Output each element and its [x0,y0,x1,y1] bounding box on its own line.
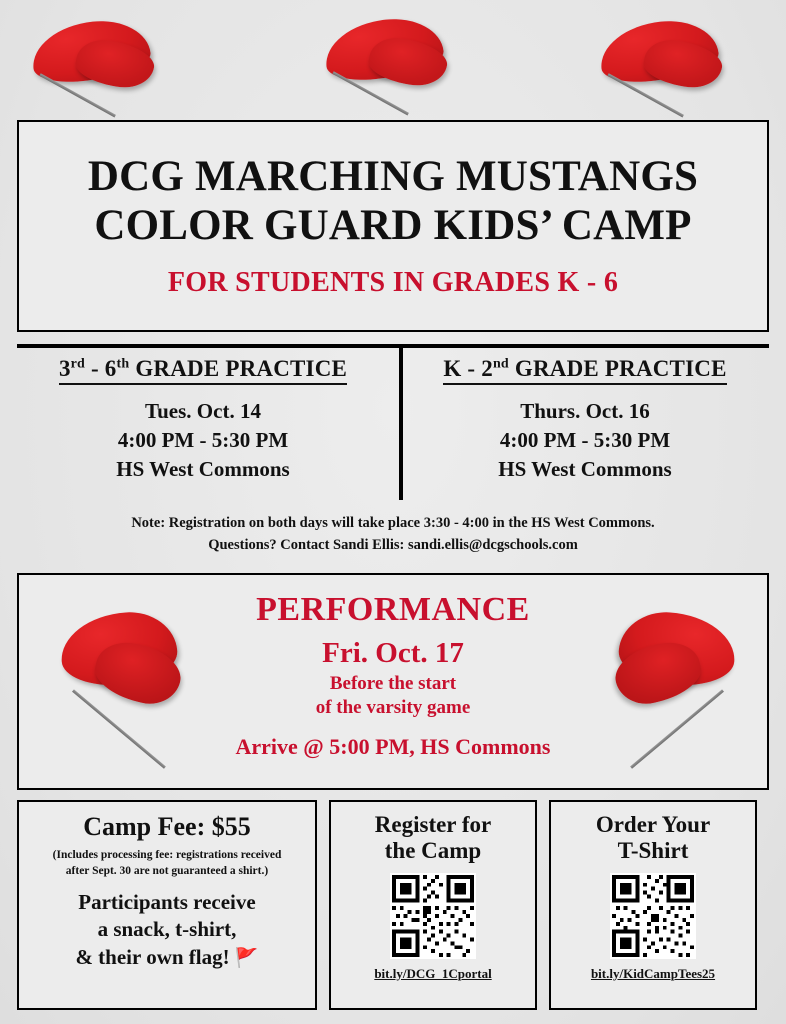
camp-fee-fine-print: (Includes processing fee: registrations received after Sept. 30 are not guaranteed a shirt.) [52,849,282,877]
flag-cloth [29,16,152,86]
register-panel [329,800,537,1010]
tshirt-heading [596,812,710,865]
camp-fee-inclusions-line-3: & their own flag! 🚩 [75,944,259,969]
flag-cloth-fold [610,635,707,710]
camp-fee-inclusions-line-2: a snack, t-shirt, [97,917,237,942]
flag-cloth [597,16,720,86]
practice-heading-grades-k-2 [443,356,726,385]
color-guard-flag-icon [55,607,225,777]
flyer-subtitle: FOR STUDENTS IN GRADES K - 6 [167,266,619,298]
practice-heading-tail-k2: GRADE PRACTICE [508,356,727,381]
tshirt-panel [549,800,757,1010]
practice-block-grades-k-2 [399,356,771,484]
note-line-1: Note: Registration on both days will take place 3:30 - 4:00 in the HS West Commons. [131,515,655,531]
performance-subtext-line-2: of the varsity game [315,696,471,718]
bottom-info-row [17,800,769,1010]
tshirt-heading-line-2: T-Shirt [617,838,689,864]
tshirt-qr-code[interactable] [610,873,696,959]
performance-date: Fri. Oct. 17 [322,637,464,669]
color-guard-flag-icon [600,18,750,118]
small-flag-icon: 🚩 [234,947,259,969]
practice-heading-grade-start-k2: K - 2 [443,356,493,381]
flyer-title-line-1: DCG MARCHING MUSTANGS [87,153,699,201]
performance-arrival-info: Arrive @ 5:00 PM, HS Commons [235,733,551,759]
flag-pole [607,73,684,117]
flag-cloth [59,609,180,689]
practice-location-grades-k-2: HS West Commons [498,456,672,481]
flag-cloth-fold [641,36,725,93]
performance-panel [17,573,769,790]
practice-heading-sup-2: th [116,356,130,372]
camp-fee-inclusions-line-1: Participants receive [78,890,256,915]
practice-heading-sup-1: rd [70,356,86,372]
practice-day-grades-k-2: Thurs. Oct. 16 [520,399,650,423]
header-panel [17,120,769,332]
camp-fee-inclusions [75,889,258,971]
flag-pole [332,71,409,115]
color-guard-flag-icon [571,607,741,777]
performance-subtext [316,672,471,720]
performance-subtext-line-1: Before the start [329,673,457,694]
practice-heading-sup-k2: nd [492,356,509,372]
register-heading-line-2: the Camp [384,838,482,864]
camp-fee-title: Camp Fee: $55 [83,812,251,841]
practice-time-grades-k-2: 4:00 PM - 5:30 PM [499,427,671,452]
register-heading [375,812,491,865]
practice-heading-tail: GRADE PRACTICE [129,356,348,381]
practice-heading-grades-3-6 [59,356,347,385]
section-divider-horizontal [17,344,769,348]
color-guard-flag-icon [32,18,182,118]
flag-cloth-fold [366,34,450,91]
color-guard-flag-icon [325,16,475,116]
note-line-2: Questions? Contact Sandi Ellis: sandi.ellis@dcgschools.com [208,537,578,554]
performance-title: PERFORMANCE [256,591,530,628]
register-heading-line-1: Register for [374,812,492,837]
flag-cloth [617,609,738,689]
qr-code-icon [392,875,474,957]
practice-heading-grade-mid: - 6 [85,356,117,381]
flag-pole [72,689,166,768]
registration-note [17,512,769,557]
flag-pole [39,73,116,117]
tshirt-heading-line-1: Order Your [595,812,711,837]
flyer-title-line-2: COLOR GUARD KIDS’ CAMP [94,201,692,249]
practice-heading-grade-start: 3 [58,356,71,381]
flag-cloth-fold [73,36,157,93]
practice-block-grades-3-6 [17,356,389,484]
tshirt-link[interactable]: bit.ly/KidCampTees25 [590,965,716,981]
register-qr-code[interactable] [390,873,476,959]
camp-fee-panel [17,800,317,1010]
practice-day-grades-3-6: Tues. Oct. 14 [145,399,261,423]
practice-time-grades-3-6: 4:00 PM - 5:30 PM [117,427,289,452]
practice-location-grades-3-6: HS West Commons [116,456,290,481]
register-link[interactable]: bit.ly/DCG_1Cportal [374,965,492,981]
qr-code-icon [612,875,694,957]
flag-cloth-fold [90,635,187,710]
flag-pole [630,689,724,768]
flag-cloth [322,14,445,84]
